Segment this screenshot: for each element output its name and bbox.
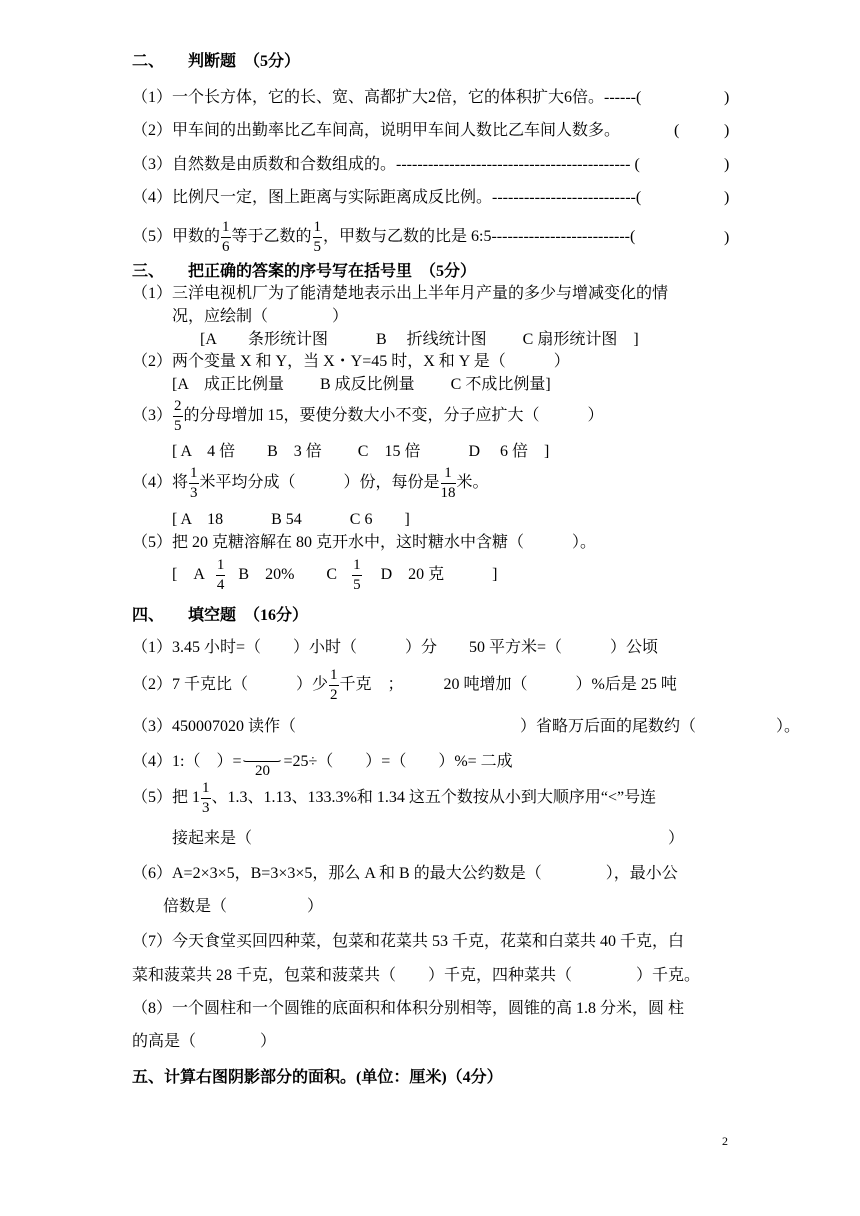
- fraction-one-quarter: $\frac{1}{4}$: [216, 556, 225, 593]
- judge-q3-close: ): [724, 156, 730, 173]
- judge-q1-close: ): [724, 89, 730, 106]
- judge-q3: （3）自然数是由质数和合数组成的。-------------------------------------------- (: [132, 156, 640, 173]
- fraction-one-third: $\frac{1}{3}$: [190, 464, 198, 501]
- fraction-one-sixth: $\frac{1}{6}$: [222, 218, 230, 255]
- judge-q2: （2）甲车间的出勤率比乙车间高，说明甲车间人数比乙车间人数多。: [132, 122, 621, 139]
- judge-q5-close: ): [724, 229, 730, 246]
- judge-q4: （4）比例尺一定，图上距离与实际距离成反比例。---------------------------(: [132, 189, 642, 206]
- fraction-one-half: $\frac{1}{2}$: [330, 666, 338, 703]
- choice-q2-options: [A 成正比例量 B 成反比例量 C 不成比例量]: [172, 376, 551, 393]
- choice-q2: （2）两个变量 X 和 Y，当 X・Y=45 时，X 和 Y 是（ ）: [132, 353, 570, 370]
- section-2-title: 二、 判断题 （5分）: [132, 53, 301, 70]
- fill-q8-line2: 的高是（ ）: [132, 1033, 277, 1050]
- fill-q7-line1: （7）今天食堂买回四种菜，包菜和花菜共 53 千克，花菜和白菜共 40 千克，白: [132, 933, 685, 950]
- choice-q1-line2: 况，应绘制（ ）: [172, 308, 349, 325]
- fill-q7-line2: 菜和菠菜共 28 千克，包菜和菠菜共（ ）千克，四种菜共（ ）千克。: [132, 967, 701, 984]
- fraction-one-fifth: $\frac{1}{5}$: [313, 218, 322, 255]
- choice-q3: （3） $\frac{2}{5}$ 的分母增加 15，要使分数大小不变，分子应扩大（ ）: [132, 397, 604, 434]
- section-5-title: 五、计算右图阴影部分的面积。(单位：厘米)（4分）: [132, 1069, 503, 1086]
- judge-q4-close: ): [724, 189, 730, 206]
- judge-q5: （5）甲数的 $\frac{1}{6}$ 等于乙数的 $\frac{1}{5}$ ，甲数与乙数的比是 6:5--------------------------(: [132, 218, 636, 255]
- choice-q4: （4）将 $\frac{1}{3}$ 米平均分成（ ）份，每份是 $\frac{1}{18}$ 米。: [132, 464, 489, 501]
- fill-q5-line2: 接起来是（ ）: [172, 830, 685, 847]
- fill-q3: （3）450007020 读作（ ）省略万后面的尾数约（ ）。: [132, 718, 801, 735]
- section-3-title: 三、 把正确的答案的序号写在括号里 （5分）: [132, 263, 477, 280]
- fill-q2: （2）7 千克比（ ）少 $\frac{1}{2}$ 千克 ； 20 吨增加（ ）%后是 25 吨: [132, 666, 677, 703]
- fraction-two-fifths: $\frac{2}{5}$: [174, 397, 182, 434]
- judge-q2-open: (: [674, 122, 680, 139]
- page-number: 2: [722, 1134, 728, 1148]
- choice-q1-options: [A 条形统计图 B 折线统计图 C 扇形统计图 ]: [200, 331, 639, 348]
- fraction-one-third-mixed: $\frac{1}{3}$: [202, 779, 210, 816]
- fill-q8-line1: （8）一个圆柱和一个圆锥的底面积和体积分别相等，圆锥的高 1.8 分米，圆 柱: [132, 1000, 685, 1017]
- choice-q5: （5）把 20 克糖溶解在 80 克开水中，这时糖水中含糖（ ）。: [132, 534, 597, 551]
- fill-q6-line2: 倍数是（ ）: [163, 898, 324, 915]
- choice-q4-options: [ A 18 B 54 C 6 ]: [172, 511, 410, 528]
- choice-q1-line1: （1）三洋电视机厂为了能清楚地表示出上半年月产量的多少与增减变化的情: [132, 285, 669, 302]
- fill-q1: （1）3.45 小时=（ ）小时（ ）分 50 平方米=（ ）公顷: [132, 639, 659, 656]
- judge-q1: （1）一个长方体，它的长、宽、高都扩大2倍，它的体积扩大6倍。------(: [132, 89, 642, 106]
- fill-q4: （4）1:（ ）= 20 =25÷（ ）=（ ）%= 二成: [132, 742, 513, 782]
- fraction-one-fifth-option: $\frac{1}{5}$: [353, 556, 361, 593]
- fraction-one-eighteenth: $\frac{1}{18}$: [440, 464, 456, 501]
- fraction-blank-over-twenty: 20: [242, 746, 282, 779]
- section-4-title: 四、 填空题 （16分）: [132, 607, 309, 624]
- choice-q5-options: [ A $\frac{1}{4}$ B 20% C $\frac{1}{5}$ D 20 克 ]: [172, 556, 498, 593]
- choice-q3-options: [ A 4 倍 B 3 倍 C 15 倍 D 6 倍 ]: [172, 443, 550, 460]
- judge-q2-close: ): [724, 122, 730, 139]
- fill-q5: （5）把 1 $\frac{1}{3}$ 、1.3、1.13、133.3%和 1.34 这五个数按从小到大顺序用“<”号连: [132, 779, 657, 816]
- fill-q6-line1: （6）A=2×3×5，B=3×3×5，那么 A 和 B 的最大公约数是（ ），最小公: [132, 865, 678, 882]
